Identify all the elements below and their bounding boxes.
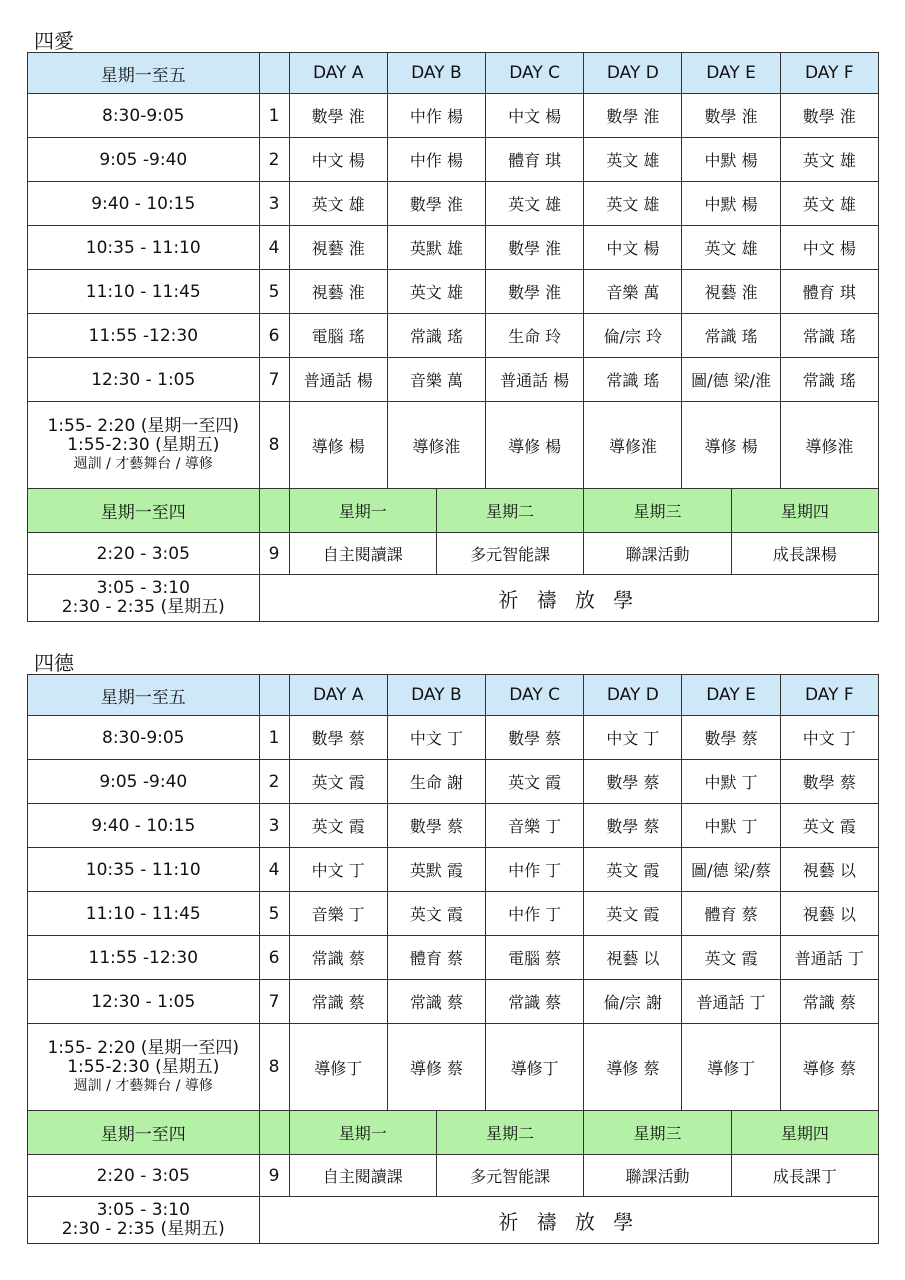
- lesson-cell: 英默 雄: [387, 226, 485, 270]
- day-header: DAY F: [780, 53, 878, 94]
- lesson-cell: 導修 蔡: [780, 1024, 878, 1111]
- time-line: 2:30 - 2:35 (星期五): [61, 1219, 225, 1239]
- lesson-cell: 導修 蔡: [387, 1024, 485, 1111]
- period-number: 9: [259, 1155, 289, 1197]
- period-row: [28, 182, 879, 226]
- day-header: DAY D: [584, 53, 682, 94]
- lesson-cell: 中作 丁: [486, 848, 584, 892]
- activity-span: [289, 1155, 878, 1197]
- activity-cell: 多元智能課: [437, 1155, 584, 1196]
- time-cell: 2:20 - 3:05: [28, 533, 260, 575]
- lesson-cell: 音樂 丁: [289, 892, 387, 936]
- lesson-cell: 中默 丁: [682, 804, 780, 848]
- time-cell: 11:55 -12:30: [28, 936, 260, 980]
- time-cell: 12:30 - 1:05: [28, 980, 260, 1024]
- weekday-header: 星期一: [290, 1111, 437, 1154]
- lesson-cell: 導修 楊: [486, 402, 584, 489]
- period-number: 2: [259, 760, 289, 804]
- period-row-8: [28, 1024, 879, 1111]
- lesson-cell: 視藝 以: [584, 936, 682, 980]
- period-row: [28, 760, 879, 804]
- period-row: [28, 138, 879, 182]
- period-number: 8: [259, 402, 289, 489]
- lesson-cell: 導修丁: [486, 1024, 584, 1111]
- time-cell: [28, 1024, 260, 1111]
- lesson-cell: 電腦 蔡: [486, 936, 584, 980]
- lesson-cell: 導修丁: [682, 1024, 780, 1111]
- lesson-cell: 常識 瑤: [780, 314, 878, 358]
- period-number: 9: [259, 533, 289, 575]
- lesson-cell: 導修淮: [387, 402, 485, 489]
- lesson-cell: 音樂 丁: [486, 804, 584, 848]
- time-line: 3:05 - 3:10: [96, 578, 190, 598]
- period-number: 3: [259, 182, 289, 226]
- lesson-cell: 英默 霞: [387, 848, 485, 892]
- lesson-cell: 英文 雄: [780, 138, 878, 182]
- activity-group: [290, 1155, 878, 1196]
- dismissal-text: 祈 禱 放 學: [259, 1197, 878, 1244]
- day-header: DAY A: [289, 675, 387, 716]
- lesson-cell: 中文 丁: [289, 848, 387, 892]
- weekday-group: [290, 1111, 878, 1154]
- time-cell: 9:05 -9:40: [28, 138, 260, 182]
- lesson-cell: 中文 楊: [780, 226, 878, 270]
- activity-cell: 聯課活動: [584, 1155, 731, 1196]
- activity-span: [289, 533, 878, 575]
- period-row-8: [28, 402, 879, 489]
- period-row: [28, 804, 879, 848]
- lesson-cell: 倫/宗 玲: [584, 314, 682, 358]
- header-row: [28, 53, 879, 94]
- lesson-cell: 常識 瑤: [780, 358, 878, 402]
- weekday-header-row: [28, 1111, 879, 1155]
- lesson-cell: 英文 雄: [486, 182, 584, 226]
- lesson-cell: 英文 雄: [289, 182, 387, 226]
- time-cell: 10:35 - 11:10: [28, 226, 260, 270]
- lesson-cell: 數學 蔡: [486, 716, 584, 760]
- period-row-9: [28, 533, 879, 575]
- weekday-span: [289, 1111, 878, 1155]
- lesson-cell: 圖/德 梁/淮: [682, 358, 780, 402]
- day-header: DAY A: [289, 53, 387, 94]
- lesson-cell: 英文 霞: [584, 848, 682, 892]
- time-cell: 11:10 - 11:45: [28, 892, 260, 936]
- period-row: [28, 936, 879, 980]
- lesson-cell: 常識 蔡: [387, 980, 485, 1024]
- dismissal-text: 祈 禱 放 學: [259, 575, 878, 622]
- lesson-cell: 數學 淮: [486, 270, 584, 314]
- time-cell: [28, 402, 260, 489]
- lesson-cell: 視藝 以: [780, 892, 878, 936]
- lesson-cell: 英文 霞: [780, 804, 878, 848]
- time-cell: 9:40 - 10:15: [28, 182, 260, 226]
- period-number: 1: [259, 94, 289, 138]
- lesson-cell: 中默 丁: [682, 760, 780, 804]
- lesson-cell: 英文 霞: [682, 936, 780, 980]
- time-cell: 9:40 - 10:15: [28, 804, 260, 848]
- period-number: 3: [259, 804, 289, 848]
- lesson-cell: 視藝 淮: [289, 270, 387, 314]
- lesson-cell: 導修淮: [584, 402, 682, 489]
- lesson-cell: 英文 霞: [584, 892, 682, 936]
- lesson-cell: 視藝 淮: [289, 226, 387, 270]
- weekday-header: 星期二: [437, 489, 584, 532]
- time-line: 1:55-2:30 (星期五): [67, 435, 220, 455]
- lesson-cell: 常識 瑤: [584, 358, 682, 402]
- time-cell: 11:55 -12:30: [28, 314, 260, 358]
- lesson-cell: 數學 蔡: [387, 804, 485, 848]
- weekday-range-header: 星期一至四: [28, 489, 260, 533]
- lesson-cell: 體育 蔡: [387, 936, 485, 980]
- lesson-cell: 圖/德 梁/蔡: [682, 848, 780, 892]
- timetable: [27, 674, 879, 1244]
- lesson-cell: 常識 蔡: [780, 980, 878, 1024]
- time-line: 1:55- 2:20 (星期一至四): [47, 416, 240, 436]
- activity-cell: 成長課楊: [772, 545, 837, 564]
- lesson-cell: 普通話 丁: [780, 936, 878, 980]
- period-number: 5: [259, 270, 289, 314]
- lesson-cell: 中作 楊: [387, 94, 485, 138]
- lesson-cell: 常識 瑤: [682, 314, 780, 358]
- time-cell: 9:05 -9:40: [28, 760, 260, 804]
- weekday-header: 星期四: [780, 502, 829, 521]
- lesson-cell: 數學 蔡: [289, 716, 387, 760]
- day-header: DAY B: [387, 53, 485, 94]
- weekday-header: 星期二: [437, 1111, 584, 1154]
- lesson-cell: 英文 雄: [387, 270, 485, 314]
- weekday-header: 星期四: [780, 1124, 829, 1143]
- weekday-span: [289, 489, 878, 533]
- lesson-cell: 英文 雄: [780, 182, 878, 226]
- period-number: 1: [259, 716, 289, 760]
- timetable: [27, 52, 879, 622]
- weekday-header: 星期三: [584, 489, 731, 532]
- activity-cell: 自主閱讀課: [290, 533, 437, 574]
- lesson-cell: 英文 霞: [486, 760, 584, 804]
- weekday-range-header: 星期一至五: [28, 675, 260, 716]
- dismissal-row: [28, 1197, 879, 1244]
- lesson-cell: 中默 楊: [682, 182, 780, 226]
- day-header: DAY E: [682, 675, 780, 716]
- period-number: 6: [259, 936, 289, 980]
- time-line: 1:55- 2:20 (星期一至四): [47, 1038, 240, 1058]
- period-number: 7: [259, 358, 289, 402]
- lesson-cell: 中文 楊: [584, 226, 682, 270]
- lesson-cell: 中默 楊: [682, 138, 780, 182]
- activity-note: 週訓 / 才藝舞台 / 導修: [73, 1078, 213, 1094]
- lesson-cell: 常識 蔡: [289, 980, 387, 1024]
- time-cell: 12:30 - 1:05: [28, 358, 260, 402]
- lesson-cell: 體育 蔡: [682, 892, 780, 936]
- period-header: [259, 53, 289, 94]
- lesson-cell: 導修 楊: [289, 402, 387, 489]
- period-row: [28, 314, 879, 358]
- weekday-header-row: [28, 489, 879, 533]
- dismissal-row: [28, 575, 879, 622]
- lesson-cell: 數學 蔡: [780, 760, 878, 804]
- time-cell: [28, 575, 260, 622]
- time-cell: 2:20 - 3:05: [28, 1155, 260, 1197]
- period-header: [259, 675, 289, 716]
- lesson-cell: 常識 蔡: [486, 980, 584, 1024]
- weekday-header: 星期三: [584, 1111, 731, 1154]
- lesson-cell: 音樂 萬: [387, 358, 485, 402]
- day-header: DAY D: [584, 675, 682, 716]
- lesson-cell: 英文 雄: [584, 182, 682, 226]
- lesson-cell: 生命 謝: [387, 760, 485, 804]
- lesson-cell: 英文 霞: [289, 760, 387, 804]
- lesson-cell: 中作 丁: [486, 892, 584, 936]
- time-line: 3:05 - 3:10: [96, 1200, 190, 1220]
- lesson-cell: 普通話 楊: [289, 358, 387, 402]
- lesson-cell: 導修淮: [780, 402, 878, 489]
- period-row: [28, 94, 879, 138]
- period-row: [28, 980, 879, 1024]
- lesson-cell: 英文 霞: [387, 892, 485, 936]
- activity-cell: 多元智能課: [437, 533, 584, 574]
- period-row: [28, 716, 879, 760]
- activity-cell: 成長課丁: [772, 1167, 837, 1186]
- time-cell: 11:10 - 11:45: [28, 270, 260, 314]
- time-cell: 8:30-9:05: [28, 716, 260, 760]
- day-header: DAY E: [682, 53, 780, 94]
- lesson-cell: 英文 雄: [584, 138, 682, 182]
- time-cell: 8:30-9:05: [28, 94, 260, 138]
- activity-cell: 聯課活動: [584, 533, 731, 574]
- lesson-cell: 音樂 萬: [584, 270, 682, 314]
- lesson-cell: 中文 丁: [387, 716, 485, 760]
- lesson-cell: 導修丁: [289, 1024, 387, 1111]
- lesson-cell: 英文 雄: [682, 226, 780, 270]
- activity-note: 週訓 / 才藝舞台 / 導修: [73, 456, 213, 472]
- period-row: [28, 358, 879, 402]
- header-row: [28, 675, 879, 716]
- period-header: [259, 1111, 289, 1155]
- lesson-cell: 數學 淮: [387, 182, 485, 226]
- period-number: 5: [259, 892, 289, 936]
- lesson-cell: 普通話 丁: [682, 980, 780, 1024]
- weekday-range-header: 星期一至四: [28, 1111, 260, 1155]
- period-number: 7: [259, 980, 289, 1024]
- lesson-cell: 數學 蔡: [584, 760, 682, 804]
- lesson-cell: 數學 蔡: [682, 716, 780, 760]
- lesson-cell: 數學 淮: [289, 94, 387, 138]
- time-cell: 10:35 - 11:10: [28, 848, 260, 892]
- lesson-cell: 數學 淮: [584, 94, 682, 138]
- class-name: 四愛: [34, 29, 74, 53]
- time-line: 2:30 - 2:35 (星期五): [61, 597, 225, 617]
- period-row: [28, 270, 879, 314]
- period-row-9: [28, 1155, 879, 1197]
- day-header: DAY C: [486, 675, 584, 716]
- lesson-cell: 中文 丁: [780, 716, 878, 760]
- period-number: 4: [259, 848, 289, 892]
- period-number: 8: [259, 1024, 289, 1111]
- lesson-cell: 導修 楊: [682, 402, 780, 489]
- lesson-cell: 常識 蔡: [289, 936, 387, 980]
- day-header: DAY C: [486, 53, 584, 94]
- lesson-cell: 視藝 淮: [682, 270, 780, 314]
- lesson-cell: 中作 楊: [387, 138, 485, 182]
- weekday-group: [290, 489, 878, 532]
- period-row: [28, 226, 879, 270]
- lesson-cell: 中文 楊: [289, 138, 387, 182]
- lesson-cell: 倫/宗 謝: [584, 980, 682, 1024]
- time-cell: [28, 1197, 260, 1244]
- lesson-cell: 體育 琪: [486, 138, 584, 182]
- period-row: [28, 892, 879, 936]
- period-row: [28, 848, 879, 892]
- lesson-cell: 電腦 瑤: [289, 314, 387, 358]
- lesson-cell: 體育 琪: [780, 270, 878, 314]
- lesson-cell: 數學 淮: [682, 94, 780, 138]
- lesson-cell: 中文 楊: [486, 94, 584, 138]
- lesson-cell: 數學 淮: [780, 94, 878, 138]
- class-name: 四德: [34, 651, 74, 675]
- lesson-cell: 常識 瑤: [387, 314, 485, 358]
- time-line: 1:55-2:30 (星期五): [67, 1057, 220, 1077]
- lesson-cell: 中文 丁: [584, 716, 682, 760]
- lesson-cell: 英文 霞: [289, 804, 387, 848]
- period-number: 6: [259, 314, 289, 358]
- period-number: 4: [259, 226, 289, 270]
- lesson-cell: 導修 蔡: [584, 1024, 682, 1111]
- lesson-cell: 普通話 楊: [486, 358, 584, 402]
- day-header: DAY F: [780, 675, 878, 716]
- weekday-range-header: 星期一至五: [28, 53, 260, 94]
- activity-cell: 自主閱讀課: [290, 1155, 437, 1196]
- weekday-header: 星期一: [290, 489, 437, 532]
- day-header: DAY B: [387, 675, 485, 716]
- period-number: 2: [259, 138, 289, 182]
- lesson-cell: 視藝 以: [780, 848, 878, 892]
- lesson-cell: 生命 玲: [486, 314, 584, 358]
- activity-group: [290, 533, 878, 574]
- period-header: [259, 489, 289, 533]
- lesson-cell: 數學 蔡: [584, 804, 682, 848]
- lesson-cell: 數學 淮: [486, 226, 584, 270]
